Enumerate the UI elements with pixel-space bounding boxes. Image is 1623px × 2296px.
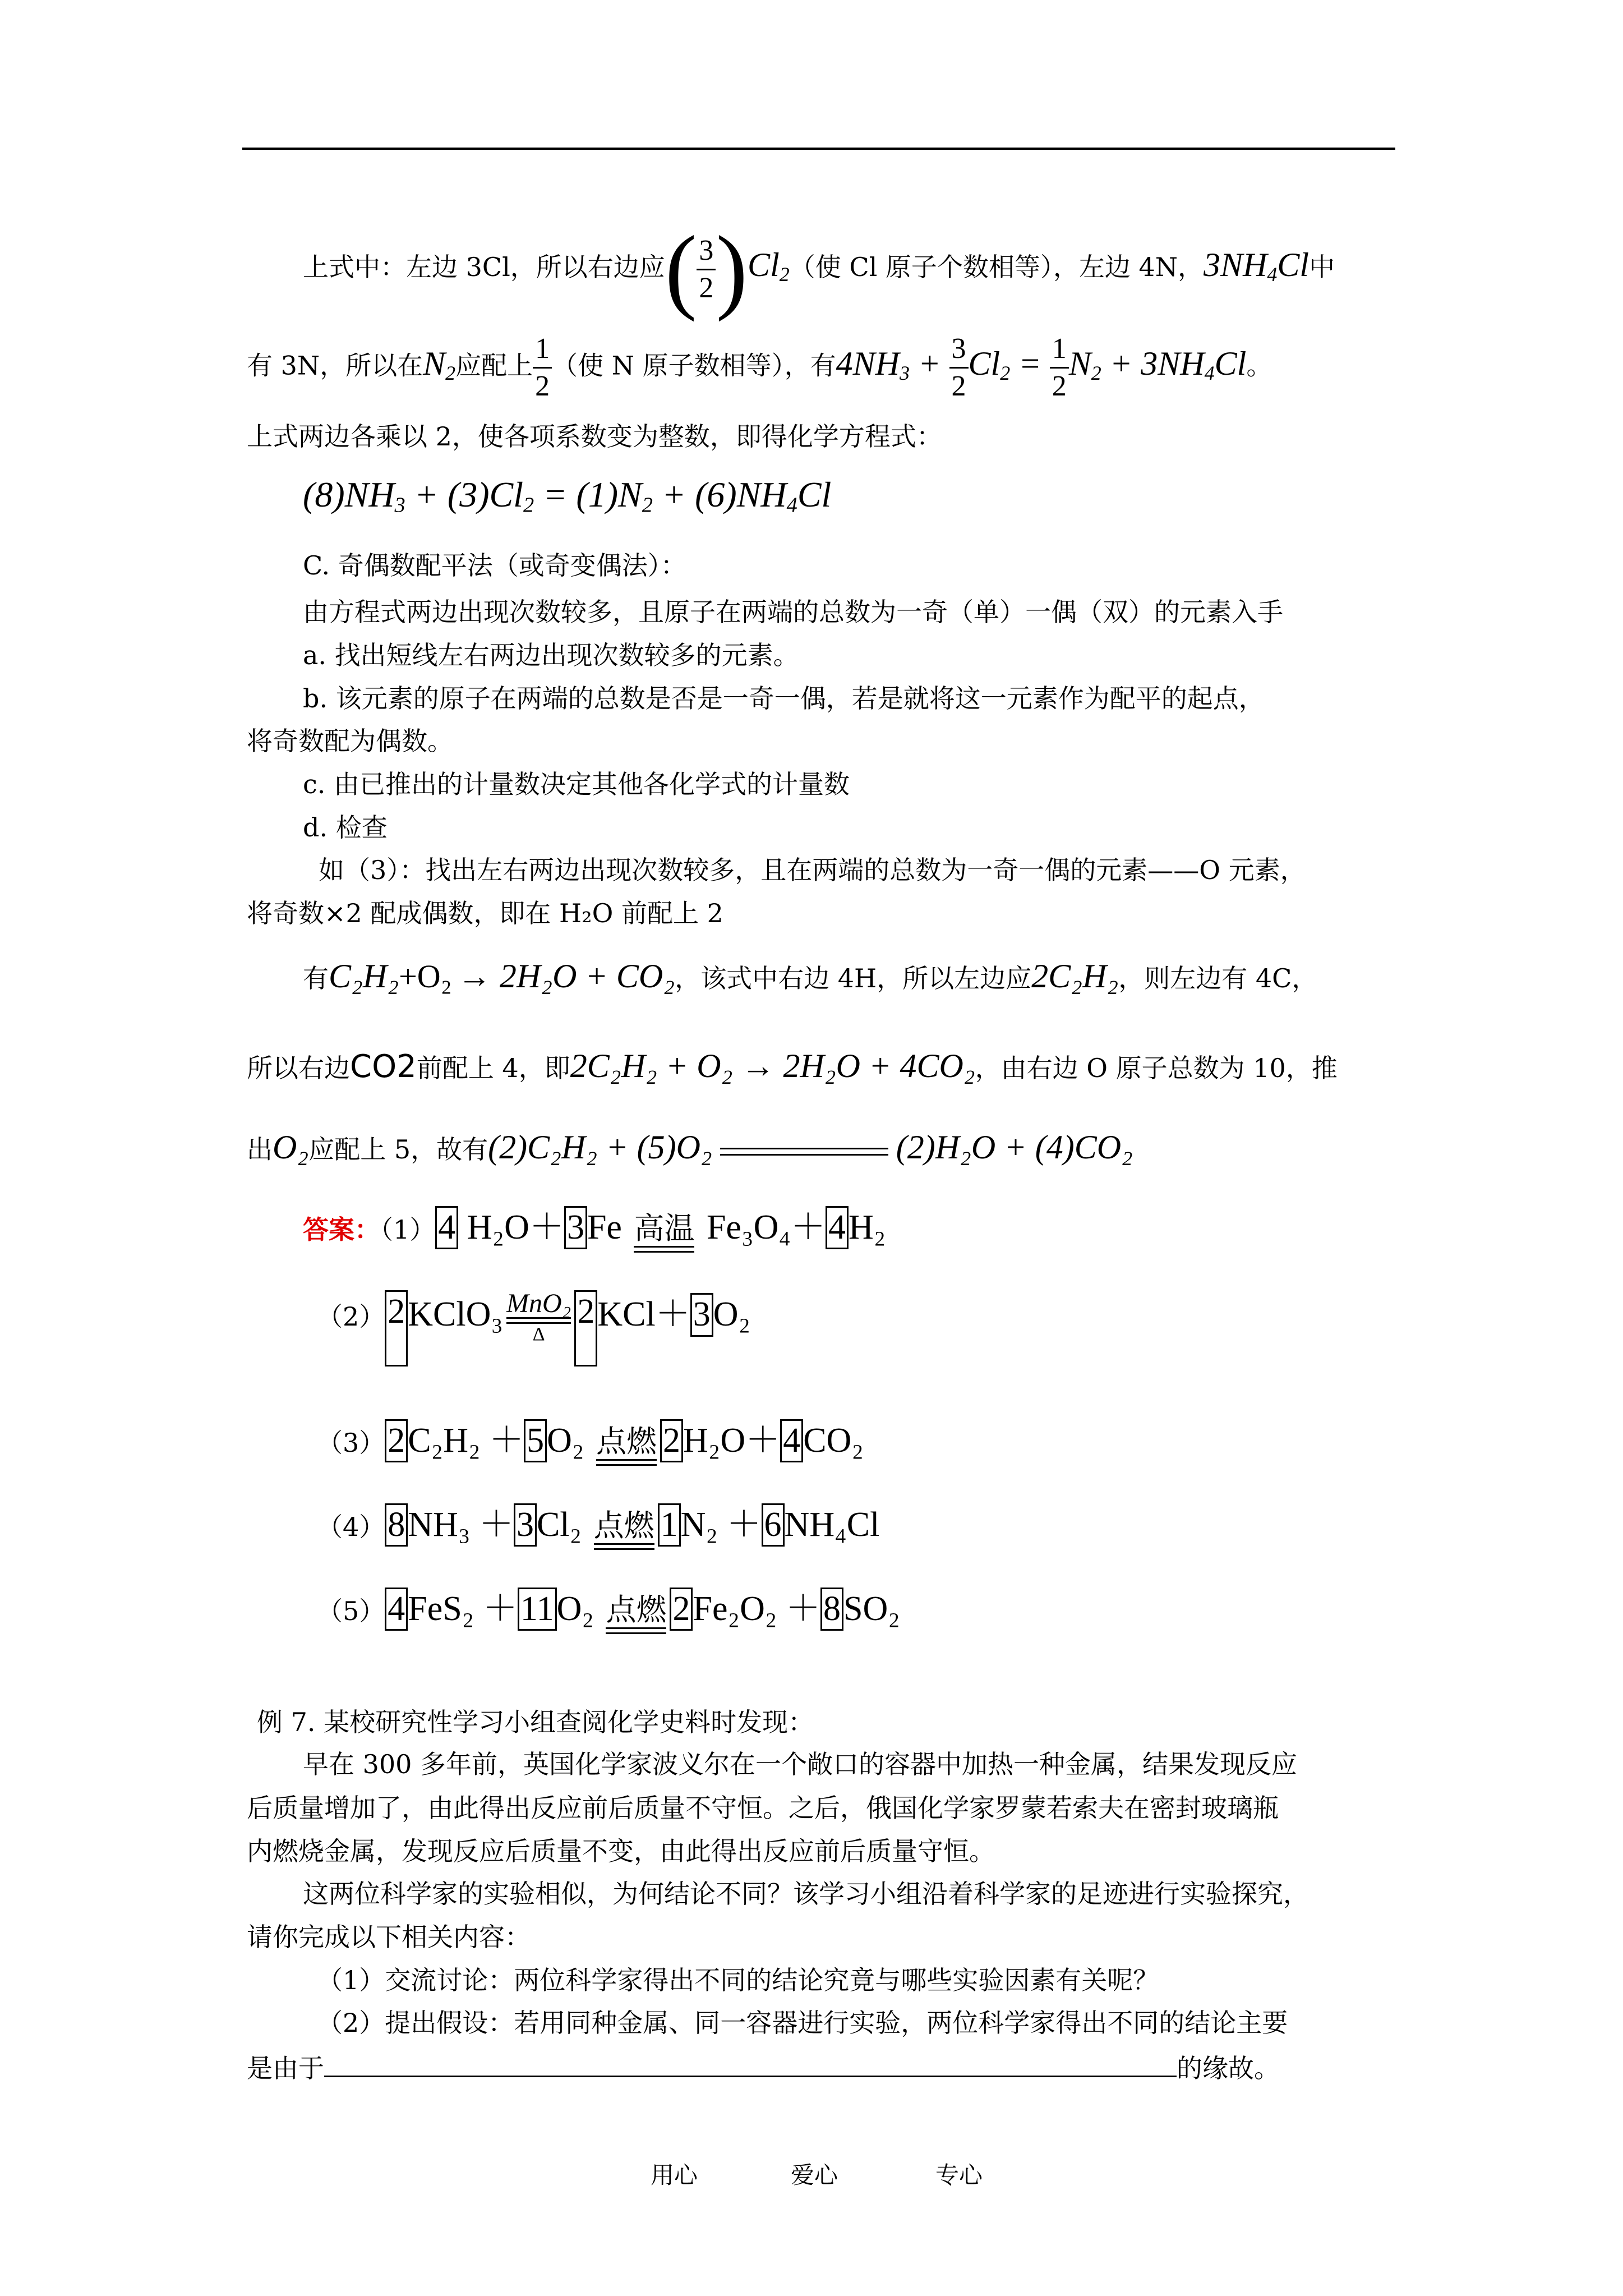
example-7-p1a: 早在 300 多年前，英国化学家波义尔在一个敞口的容器中加热一种金属，结果发现反应 bbox=[303, 1749, 1298, 1779]
reaction-line-1: 有C₂H₂+O₂ → 2H₂O + CO₂，该式中右边 4H，所以左边应2C₂H₂，则左边有 4C， bbox=[303, 958, 1318, 995]
condition-ignite: 点燃 bbox=[593, 1427, 660, 1466]
formula-3nh4cl: $3NH_4Cl$ bbox=[1204, 246, 1310, 286]
footer-text-3: 专心 bbox=[935, 2161, 983, 2189]
answer-2: （2）2KClO₃ MnO₂ Δ 2KCl＋3O₂ bbox=[317, 1290, 750, 1366]
answer-1: 答案：（1）4 H₂O＋3Fe 高温 Fe₃O₄＋4H₂ bbox=[303, 1206, 886, 1253]
formula-cl2: $Cl_2$ bbox=[748, 246, 790, 286]
answer-5: （5）4FeS₂ ＋11O₂ 点燃 2Fe₂O₂ ＋8SO₂ bbox=[317, 1588, 900, 1634]
fraction-1-2: $\frac{1}{2}$ bbox=[533, 331, 552, 404]
answer-label: 答案： bbox=[303, 1214, 380, 1245]
footer-text-1: 用心 bbox=[651, 2161, 698, 2189]
condition-mno2-heat: MnO₂ Δ bbox=[506, 1289, 571, 1345]
example-7-q2b: 是由于 的缘故。 bbox=[247, 2053, 1280, 2083]
answer-3: （3）2C₂H₂ ＋5O₂ 点燃 2H₂O＋4CO₂ bbox=[317, 1419, 864, 1466]
example-7-q1: （1）交流讨论：两位科学家得出不同的结论究竟与哪些实验因素有关呢？ bbox=[317, 1965, 1159, 1995]
section-c-intro: 由方程式两边出现次数较多，且原子在两端的总数为一奇（单）一偶（双）的元素入手 bbox=[303, 597, 1283, 627]
section-c-c: c. 由已推出的计量数决定其他各化学式的计量数 bbox=[303, 769, 850, 799]
section-c-b1: b. 该元素的原子在两端的总数是否是一奇一偶，若是就将这一元素作为配平的起点， bbox=[303, 683, 1265, 714]
condition-ignite: 点燃 bbox=[591, 1511, 658, 1550]
reaction-line-3: 出O₂应配上 5，故有(2)C₂H₂ + (5)O₂ (2)H₂O + (4)CO₂ bbox=[247, 1129, 1133, 1166]
footer-text-2: 爱心 bbox=[791, 2161, 838, 2189]
section-c-d: d. 检查 bbox=[303, 812, 388, 843]
section-c-title: C. 奇偶数配平法（或奇变偶法）： bbox=[303, 550, 686, 581]
example-3-line1: 如（3）：找出左右两边出现次数较多，且在两端的总数为一奇一偶的元素——O 元素， bbox=[319, 855, 1306, 885]
example-3-line2: 将奇数×2 配成偶数，即在 H₂O 前配上 2 bbox=[247, 898, 723, 928]
fraction-3-2: $\frac{3}{2}$ bbox=[697, 233, 716, 306]
text-line-2: 有 3N，所以在$N_2$应配上 $\frac{1}{2}$ （使 N 原子数相等），有$4NH_3$ + $\frac{3}{2}$ $Cl_2$ = $\frac{1}{2}$ $N_2 + 3NH_4Cl$。 bbox=[247, 331, 1272, 404]
answer-blank[interactable] bbox=[324, 2053, 1177, 2077]
equation-half: $4NH_3$ + bbox=[836, 344, 949, 384]
example-7-title: 例 7. 某校研究性学习小组查阅化学史料时发现： bbox=[257, 1707, 814, 1737]
final-equation: $(8)NH_3 + (3)Cl_2 = (1)N_2 + (6)NH_4Cl$ bbox=[303, 475, 832, 517]
example-7-q2a: （2）提出假设：若用同种金属、同一容器进行实验，两位科学家得出不同的结论主要 bbox=[317, 2008, 1288, 2038]
line1-suffix: 中 bbox=[1309, 252, 1335, 282]
example-7-p2b: 请你完成以下相关内容： bbox=[247, 1922, 531, 1952]
condition-high-temp: 高温 bbox=[630, 1213, 698, 1253]
section-c-b2: 将奇数配为偶数。 bbox=[247, 726, 453, 756]
example-7-p1b: 后质量增加了，由此得出反应前后质量不守恒。之后，俄国化学家罗蒙若索夫在密封玻璃瓶 bbox=[247, 1793, 1279, 1823]
line1-prefix: 上式中：左边 3Cl，所以右边应 bbox=[303, 252, 665, 282]
line1-mid: （使 Cl 原子个数相等），左边 4N， bbox=[789, 252, 1204, 282]
equals-long bbox=[720, 1148, 888, 1156]
text-line-3: 上式两边各乘以 2，使各项系数变为整数，即得化学方程式： bbox=[247, 421, 942, 452]
condition-ignite: 点燃 bbox=[602, 1595, 670, 1634]
reaction-line-2: 所以右边CO2前配上 4，即2C₂H₂ + O₂ → 2H₂O + 4CO₂，由右边 O 原子总数为 10，推 bbox=[247, 1047, 1338, 1085]
example-7-p1c: 内燃烧金属，发现反应后质量不变，由此得出反应前后质量守恒。 bbox=[247, 1836, 995, 1866]
text-line-1: 上式中：左边 3Cl，所以右边应( $\frac{3}{2}$ )$Cl_2$（使 Cl 原子个数相等），左边 4N，$3NH_4Cl$中 bbox=[303, 217, 1335, 322]
section-c-a: a. 找出短线左右两边出现次数较多的元素。 bbox=[303, 640, 799, 670]
example-7-p2a: 这两位科学家的实验相似，为何结论不同？该学习小组沿着科学家的足迹进行实验探究， bbox=[303, 1879, 1309, 1909]
header-rule bbox=[242, 148, 1395, 150]
answer-4: （4）8NH₃ ＋3Cl₂ 点燃 1N₂ ＋6NH₄Cl bbox=[317, 1503, 879, 1550]
